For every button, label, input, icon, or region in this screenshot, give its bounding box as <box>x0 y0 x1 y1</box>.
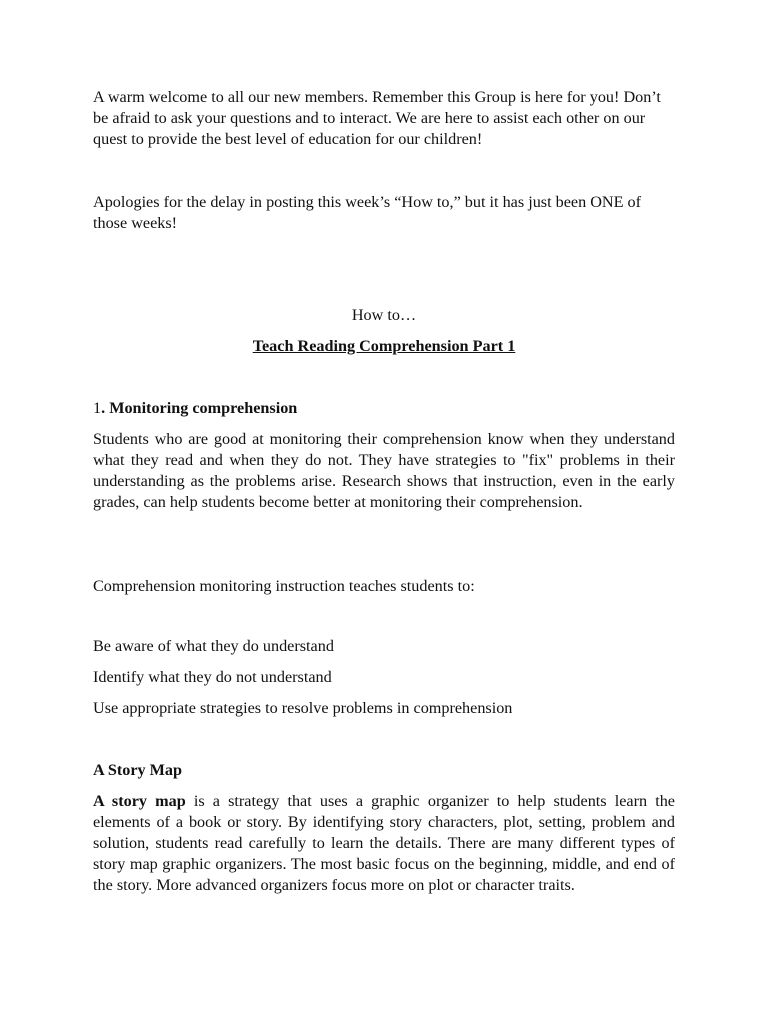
document-title <box>93 336 675 357</box>
apology-paragraph: Apologies for the delay in posting this week’s “How to,” but it has just been ONE of those weeks! <box>93 193 642 232</box>
section1-number: 1 <box>93 399 102 417</box>
list-item: Use appropriate strategies to resolve problems in comprehension <box>93 699 513 717</box>
section1-heading-text: . Monitoring comprehension <box>101 399 298 417</box>
welcome-paragraph: A warm welcome to all our new members. Remember this Group is here for you! Don’t be afraid to ask your questions and to interact. We are here to assist each other on our quest to provide the best level of education for our children! <box>93 88 661 148</box>
list-item: Identify what they do not understand <box>93 668 332 686</box>
story-map-body: is a strategy that uses a graphic organizer to help students learn the elements of a book or story. By identifying story characters, plot, setting, problem and solution, students read carefully to learn the details. There are many different types of story map graphic organizers. The most basic focus on the beginning, middle, and end of the story. More advanced organizers focus more on plot or character traits. <box>93 792 675 894</box>
document-title-text: Teach Reading Comprehension Part 1 <box>252 337 516 355</box>
list-item: Be aware of what they do understand <box>93 637 334 655</box>
section1-heading <box>93 398 675 419</box>
story-map-heading: A Story Map <box>93 761 183 779</box>
story-map-term: A story map <box>93 792 186 810</box>
how-to-label: How to… <box>351 306 417 324</box>
section1-paragraph: Students who are good at monitoring their comprehension know when they understand what they read and when they do not. They have strategies to "fix" problems in their understanding as the problems arise. Research shows that instruction, even in the early grades, can help students become better at monitoring their comprehension. <box>93 430 675 511</box>
section1-lead-in: Comprehension monitoring instruction teaches students to: <box>93 577 475 595</box>
story-map-paragraph <box>93 791 675 896</box>
